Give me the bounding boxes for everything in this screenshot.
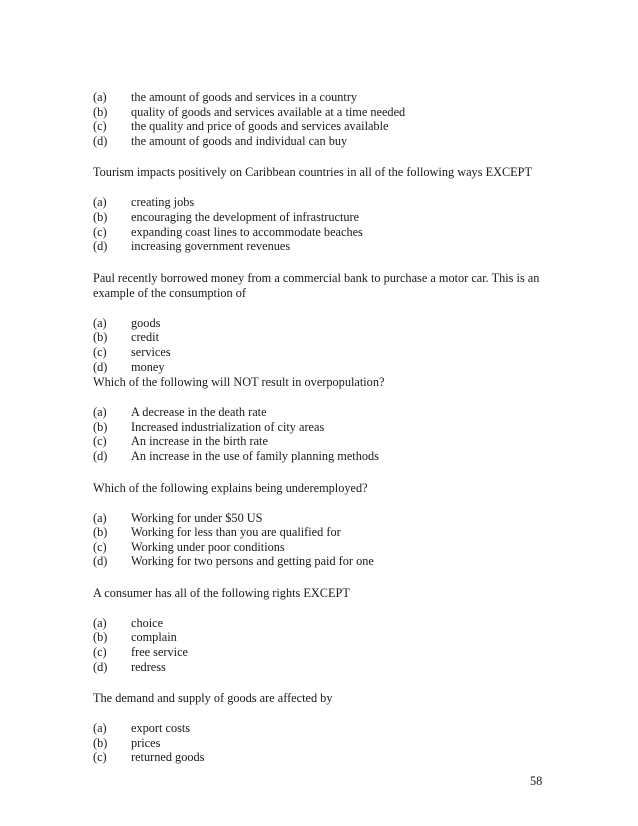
option-text: free service — [131, 645, 188, 660]
option-text: redress — [131, 659, 166, 674]
option-text: Working for two persons and getting paid for one — [131, 554, 374, 569]
question-block-5 — [93, 586, 553, 674]
question-text: Which of the following will NOT result in overpopulation? — [93, 375, 385, 390]
option — [93, 105, 553, 120]
option-text: prices — [131, 735, 161, 750]
option-label: (d) — [93, 133, 108, 148]
page-number: 58 — [530, 774, 543, 788]
options-list — [93, 195, 553, 253]
option-text: returned goods — [131, 750, 205, 765]
option-label: (c) — [93, 224, 107, 239]
option-label: (b) — [93, 525, 108, 540]
option — [93, 134, 553, 149]
option — [93, 316, 553, 331]
option — [93, 554, 553, 569]
option-label: (c) — [93, 434, 107, 449]
option-text: the amount of goods and individual can buy — [131, 133, 348, 148]
options-list — [93, 721, 553, 765]
option-label: (a) — [93, 90, 107, 104]
option-text: the amount of goods and services in a country — [131, 90, 358, 104]
option — [93, 449, 553, 464]
option-text: encouraging the development of infrastructure — [131, 209, 360, 224]
option-text: A decrease in the death rate — [131, 405, 267, 420]
option — [93, 225, 553, 240]
option — [93, 405, 553, 420]
option-text: complain — [131, 630, 177, 645]
option-text: An increase in the birth rate — [131, 434, 268, 449]
options-list — [93, 511, 553, 569]
option-label: (a) — [93, 195, 107, 210]
option-text: credit — [131, 330, 159, 345]
option — [93, 345, 553, 360]
option-label: (d) — [93, 554, 108, 569]
option — [93, 750, 553, 765]
option-text: choice — [131, 615, 164, 630]
option-label: (b) — [93, 630, 108, 645]
option-label: (a) — [93, 315, 107, 330]
option-text: Working for under $50 US — [131, 510, 263, 525]
option-text: An increase in the use of family planning methods — [131, 448, 379, 463]
option-text: expanding coast lines to accommodate beaches — [131, 224, 363, 239]
option — [93, 119, 553, 134]
question-block-1 — [93, 165, 553, 253]
question-text: Tourism impacts positively on Caribbean countries in all of the following ways EXCEPT — [93, 165, 533, 180]
options-list — [93, 90, 553, 148]
option-text: goods — [131, 315, 161, 330]
option — [93, 195, 553, 210]
option-label: (c) — [93, 645, 107, 660]
option-label: (c) — [93, 750, 107, 765]
option — [93, 630, 553, 645]
option-label: (c) — [93, 539, 107, 554]
option-label: (b) — [93, 419, 108, 434]
option-text: quality of goods and services available at a time needed — [131, 104, 406, 119]
option — [93, 511, 553, 526]
option — [93, 210, 553, 225]
option-label: (c) — [93, 119, 107, 134]
option-label: (a) — [93, 405, 107, 420]
option — [93, 736, 553, 751]
option — [93, 721, 553, 736]
option-label: (c) — [93, 344, 107, 359]
option-label: (b) — [93, 330, 108, 345]
option — [93, 330, 553, 345]
option-label: (b) — [93, 104, 108, 119]
options-list — [93, 316, 553, 374]
document-page — [93, 90, 553, 765]
option — [93, 645, 553, 660]
option — [93, 434, 553, 449]
question-block-0 — [93, 90, 553, 148]
option-label: (d) — [93, 659, 108, 674]
option-label: (d) — [93, 239, 108, 254]
option-label: (d) — [93, 448, 108, 463]
option — [93, 239, 553, 254]
question-block-2 — [93, 271, 553, 374]
option-text: money — [131, 359, 165, 374]
option-text: export costs — [131, 721, 191, 736]
question-text: A consumer has all of the following rights EXCEPT — [93, 585, 350, 600]
option-label: (b) — [93, 209, 108, 224]
option-text: Working for less than you are qualified for — [131, 525, 341, 540]
question-text: Paul recently borrowed money from a commercial bank to purchase a motor car. This is an example of the consumption of — [93, 270, 540, 300]
question-block-4 — [93, 481, 553, 569]
option — [93, 540, 553, 555]
options-list — [93, 405, 553, 463]
option-label: (b) — [93, 735, 108, 750]
option-text: Working under poor conditions — [131, 539, 285, 554]
question-block-6 — [93, 691, 553, 765]
option-text: increasing government revenues — [131, 239, 291, 254]
question-text: The demand and supply of goods are affected by — [93, 691, 333, 706]
option-text: creating jobs — [131, 195, 195, 210]
option-label: (a) — [93, 721, 107, 736]
option — [93, 660, 553, 675]
option-label: (d) — [93, 359, 108, 374]
option-text: the quality and price of goods and services available — [131, 119, 389, 134]
option — [93, 360, 553, 375]
option — [93, 90, 553, 105]
options-list — [93, 616, 553, 674]
option — [93, 420, 553, 435]
option — [93, 616, 553, 631]
option-text: Increased industrialization of city areas — [131, 419, 325, 434]
question-block-3 — [93, 375, 553, 463]
option — [93, 525, 553, 540]
option-label: (a) — [93, 615, 107, 630]
option-text: services — [131, 344, 171, 359]
question-text: Which of the following explains being underemployed? — [93, 480, 368, 495]
option-label: (a) — [93, 510, 107, 525]
